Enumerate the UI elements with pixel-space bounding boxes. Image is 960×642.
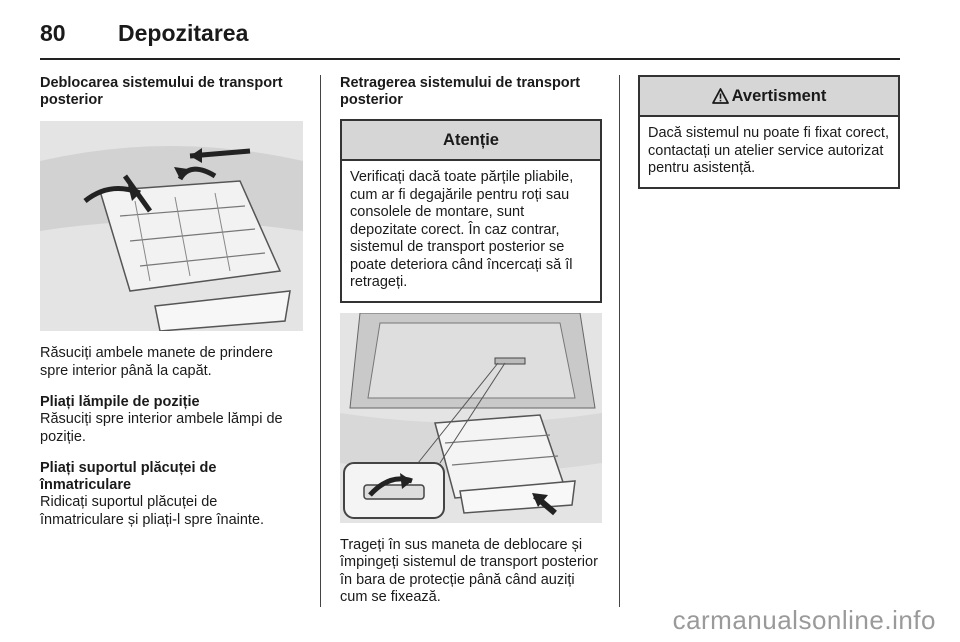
section-fold-plate (40, 460, 303, 529)
section-heading-unlock: Deblocarea sistemului de transport posterior (40, 75, 283, 108)
warning-triangle-icon (712, 88, 729, 104)
carrier-illustration (40, 121, 303, 331)
caption-unlock: Răsuciți ambele manete de prindere spre interior până la capăt. (40, 345, 273, 379)
warning-box (638, 75, 900, 189)
attention-box (340, 119, 602, 303)
section-heading-retract: Retragerea sistemului de transport posterior (340, 75, 581, 108)
warning-text: Dacă sistemul nu poate fi fixat corect, contactați un atelier service autorizat pentru asistență. (648, 125, 889, 176)
column-right (638, 75, 900, 189)
header-rule (40, 58, 900, 60)
section-heading-fold-plate: Pliați suportul plăcuței de înmatriculare (40, 460, 217, 493)
attention-text: Verificați dacă toate părțile pliabile, cum ar fi degajările pentru roți sau consolele de montare, sunt depozitate corect. În caz contrar, sistemul de transport posterior se poate deteriora când încercați să îl retrageți. (350, 169, 574, 290)
attention-title: Atenție (342, 121, 600, 161)
page-header (40, 20, 900, 60)
figure-retract-carrier (340, 313, 602, 523)
watermark: carmanualsonline.info (672, 605, 936, 635)
section-fold-lamps (40, 394, 303, 446)
retract-illustration (340, 313, 602, 523)
section-heading-fold-lamps: Pliați lămpile de poziție (40, 394, 200, 410)
page-number: 80 (40, 20, 66, 46)
text-fold-plate: Ridicați suportul plăcuței de înmatriculare și pliați-l spre înainte. (40, 494, 265, 528)
warning-header (640, 77, 898, 117)
caption-retract: Trageți în sus maneta de deblocare și împingeți sistemul de transport posterior în bara de protecție până când auziți cum se fixează. (340, 536, 598, 605)
column-divider (619, 75, 620, 607)
page-title: Depozitarea (118, 20, 249, 46)
column-left (40, 75, 303, 529)
figure-unlock-carrier (40, 121, 303, 331)
column-middle (340, 75, 602, 607)
column-divider (320, 75, 321, 607)
text-fold-lamps: Răsuciți spre interior ambele lămpi de poziție. (40, 411, 283, 445)
warning-title: Avertisment (731, 86, 827, 105)
